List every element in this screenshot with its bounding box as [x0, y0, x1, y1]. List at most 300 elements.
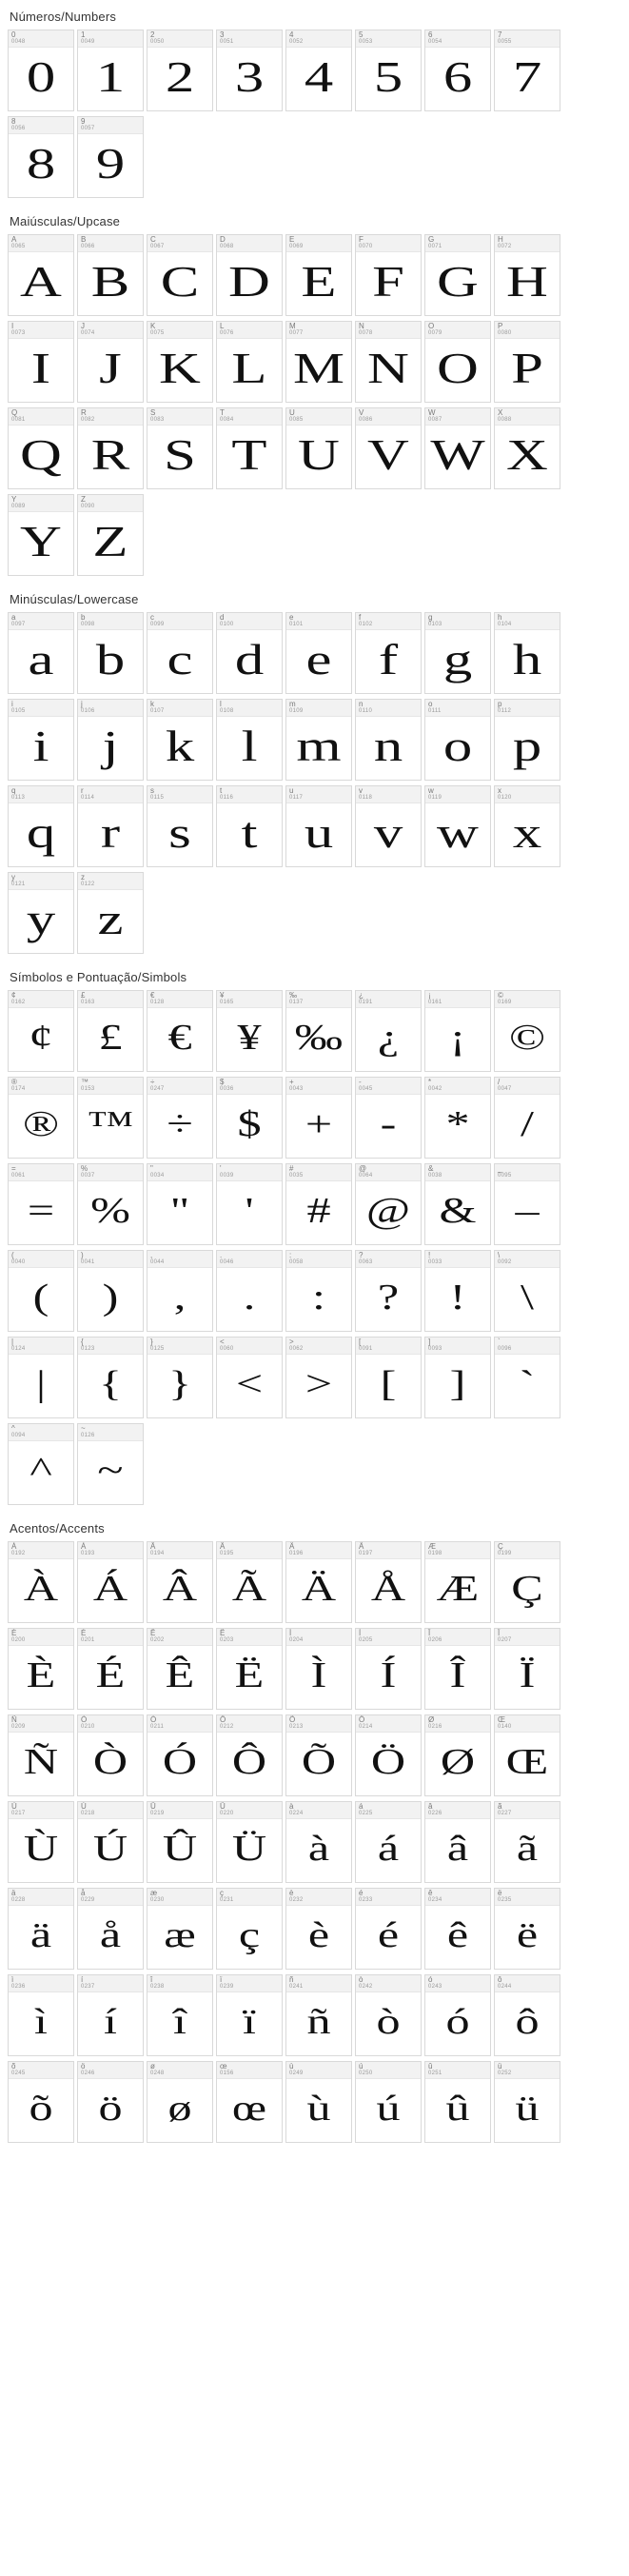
glyph-preview: r	[100, 808, 121, 857]
glyph-cell[interactable]	[147, 1714, 213, 1796]
glyph-preview: ¥	[237, 1018, 262, 1058]
glyph-meta	[9, 1975, 73, 1992]
glyph-preview: è	[307, 1915, 330, 1955]
glyph-char-label: Ô	[220, 1715, 226, 1724]
glyph-code-label: 0195	[220, 1551, 234, 1556]
glyph-cell[interactable]	[355, 407, 422, 489]
glyph-code-label: 0192	[11, 1551, 26, 1556]
glyph-cell[interactable]	[147, 1337, 213, 1418]
glyph-cell[interactable]	[355, 990, 422, 1072]
glyph-cell[interactable]	[216, 785, 283, 867]
glyph-cell[interactable]	[147, 321, 213, 403]
glyph-cell[interactable]	[285, 1250, 352, 1332]
glyph-cell[interactable]	[77, 1974, 144, 2056]
glyph-preview: w	[437, 808, 479, 857]
glyph-cell[interactable]	[8, 1077, 74, 1159]
glyph-cell[interactable]	[424, 1974, 491, 2056]
glyph-preview: î	[173, 2002, 187, 2042]
glyph-preview: N	[367, 344, 409, 392]
glyph-cell[interactable]	[355, 785, 422, 867]
glyph-code-label: 0200	[11, 1637, 26, 1643]
glyph-cell[interactable]	[147, 1541, 213, 1623]
glyph-char-label: É	[81, 1629, 87, 1637]
glyph-cell[interactable]	[216, 1628, 283, 1710]
glyph-preview: J	[99, 344, 122, 392]
glyph-code-label: 0203	[220, 1637, 234, 1643]
glyph-cell[interactable]	[494, 30, 560, 111]
glyph-cell[interactable]	[494, 407, 560, 489]
glyph-cell[interactable]	[285, 1888, 352, 1970]
glyph-cell[interactable]	[424, 785, 491, 867]
glyph-char-label: T	[220, 408, 225, 417]
glyph-char-label: &	[428, 1164, 434, 1173]
glyph-cell[interactable]	[285, 1541, 352, 1623]
glyph-preview: U	[298, 430, 340, 479]
glyph-char-label: Ñ	[11, 1715, 17, 1724]
glyph-char-label: L	[220, 322, 225, 330]
glyph-cell[interactable]	[424, 990, 491, 1072]
glyph-cell[interactable]	[494, 2061, 560, 2143]
glyph-cell[interactable]	[285, 699, 352, 781]
glyph-preview: ã	[516, 1829, 539, 1869]
glyph-cell[interactable]	[8, 321, 74, 403]
glyph-cell[interactable]	[285, 612, 352, 694]
glyph-code-label: 0081	[11, 417, 26, 423]
glyph-preview: ì	[34, 2002, 48, 2042]
glyph-cell[interactable]	[216, 30, 283, 111]
glyph-cell[interactable]	[355, 30, 422, 111]
glyph-cell[interactable]	[285, 1974, 352, 2056]
glyph-cell[interactable]	[355, 1974, 422, 2056]
glyph-preview: Ë	[234, 1655, 265, 1695]
glyph-char-label: ‰	[289, 991, 297, 1000]
glyph-grid	[8, 234, 621, 581]
glyph-code-label: 0122	[81, 882, 95, 887]
glyph-cell[interactable]	[424, 1337, 491, 1418]
glyph-cell[interactable]	[355, 321, 422, 403]
glyph-meta	[217, 1078, 282, 1095]
glyph-meta	[425, 2062, 490, 2079]
glyph-cell[interactable]	[285, 990, 352, 1072]
glyph-preview: %	[90, 1191, 130, 1231]
glyph-cell[interactable]	[77, 1250, 144, 1332]
glyph-cell[interactable]	[494, 1250, 560, 1332]
glyph-cell[interactable]	[355, 1541, 422, 1623]
glyph-code-label: 0048	[11, 39, 26, 45]
glyph-preview: ^	[29, 1451, 52, 1491]
glyph-cell[interactable]	[216, 234, 283, 316]
glyph-cell[interactable]	[8, 1423, 74, 1505]
glyph-cell[interactable]	[355, 1077, 422, 1159]
glyph-char-label: ñ	[289, 1975, 294, 1984]
glyph-code-label: 0083	[150, 417, 165, 423]
glyph-cell[interactable]	[8, 1541, 74, 1623]
glyph-cell[interactable]	[77, 1888, 144, 1970]
glyph-cell[interactable]	[355, 1801, 422, 1883]
glyph-cell[interactable]	[77, 116, 144, 198]
glyph-meta	[495, 322, 560, 339]
glyph-cell[interactable]	[355, 1337, 422, 1418]
glyph-meta	[356, 30, 421, 48]
glyph-cell[interactable]	[285, 1714, 352, 1796]
glyph-cell[interactable]	[285, 1801, 352, 1883]
glyph-cell[interactable]	[285, 234, 352, 316]
glyph-cell[interactable]	[216, 1888, 283, 1970]
glyph-cell[interactable]	[8, 785, 74, 867]
glyph-cell[interactable]	[77, 699, 144, 781]
glyph-cell[interactable]	[8, 1974, 74, 2056]
glyph-cell[interactable]	[147, 1628, 213, 1710]
glyph-cell[interactable]	[494, 1974, 560, 2056]
glyph-cell[interactable]	[494, 321, 560, 403]
glyph-code-label: 0226	[428, 1811, 442, 1816]
glyph-char-label: ¥	[220, 991, 225, 1000]
glyph-cell[interactable]	[494, 1714, 560, 1796]
glyph-cell[interactable]	[355, 1250, 422, 1332]
glyph-cell[interactable]	[355, 1888, 422, 1970]
glyph-char-label: <	[220, 1338, 225, 1346]
glyph-cell[interactable]	[8, 2061, 74, 2143]
glyph-cell[interactable]	[424, 1714, 491, 1796]
glyph-preview: Ø	[440, 1742, 476, 1782]
glyph-cell[interactable]	[147, 1974, 213, 2056]
glyph-cell[interactable]	[77, 1628, 144, 1710]
glyph-cell[interactable]	[494, 1628, 560, 1710]
glyph-cell[interactable]	[77, 872, 144, 954]
glyph-cell[interactable]	[494, 1337, 560, 1418]
glyph-cell[interactable]	[77, 1541, 144, 1623]
glyph-preview: ú	[376, 2089, 401, 2129]
glyph-meta	[425, 1164, 490, 1181]
glyph-cell[interactable]	[147, 30, 213, 111]
glyph-char-label: €	[150, 991, 155, 1000]
glyph-meta	[286, 1715, 351, 1733]
glyph-preview: Õ	[301, 1742, 337, 1782]
glyph-cell[interactable]	[77, 785, 144, 867]
glyph-preview: D	[228, 257, 270, 306]
glyph-code-label: 0137	[289, 1000, 304, 1005]
glyph-meta	[286, 613, 351, 630]
section-title: Acentos/Accents	[10, 1521, 105, 1536]
glyph-cell[interactable]	[8, 1163, 74, 1245]
glyph-char-label: B	[81, 235, 87, 244]
glyph-cell[interactable]	[355, 234, 422, 316]
glyph-cell[interactable]	[8, 30, 74, 111]
glyph-cell[interactable]	[8, 612, 74, 694]
glyph-meta	[78, 1975, 143, 1992]
glyph-char-label: 1	[81, 30, 86, 39]
glyph-cell[interactable]	[494, 1541, 560, 1623]
glyph-code-label: 0096	[498, 1346, 512, 1352]
glyph-preview: K	[159, 344, 201, 392]
glyph-cell[interactable]	[216, 1250, 283, 1332]
glyph-meta	[286, 991, 351, 1008]
glyph-cell[interactable]	[77, 2061, 144, 2143]
glyph-preview: y	[26, 895, 56, 943]
glyph-cell[interactable]	[285, 321, 352, 403]
glyph-cell[interactable]	[8, 1801, 74, 1883]
glyph-cell[interactable]	[494, 699, 560, 781]
glyph-cell[interactable]	[285, 407, 352, 489]
glyph-preview: Î	[449, 1655, 466, 1695]
glyph-cell[interactable]	[355, 2061, 422, 2143]
glyph-cell[interactable]	[8, 494, 74, 576]
glyph-cell[interactable]	[216, 699, 283, 781]
glyph-char-label: 9	[81, 117, 86, 126]
glyph-char-label: Â	[150, 1542, 156, 1551]
glyph-char-label: 5	[359, 30, 364, 39]
glyph-cell[interactable]	[355, 1628, 422, 1710]
glyph-cell[interactable]	[424, 1163, 491, 1245]
glyph-char-label: ó	[428, 1975, 433, 1984]
glyph-code-label: 0046	[220, 1259, 234, 1265]
glyph-preview: \	[521, 1278, 534, 1318]
glyph-cell[interactable]	[216, 1337, 283, 1418]
glyph-meta	[286, 408, 351, 426]
glyph-code-label: 0231	[220, 1897, 234, 1903]
glyph-meta	[217, 1164, 282, 1181]
glyph-cell[interactable]	[494, 785, 560, 867]
glyph-code-label: 0089	[11, 504, 26, 509]
glyph-preview: ~	[97, 1451, 124, 1491]
glyph-cell[interactable]	[424, 1801, 491, 1883]
glyph-cell[interactable]	[424, 2061, 491, 2143]
glyph-char-label: j	[81, 700, 83, 708]
glyph-cell[interactable]	[285, 785, 352, 867]
glyph-char-label: ?	[359, 1251, 364, 1259]
glyph-preview: b	[95, 635, 126, 684]
glyph-cell[interactable]	[147, 699, 213, 781]
glyph-char-label: s	[150, 786, 154, 795]
glyph-cell[interactable]	[494, 990, 560, 1072]
glyph-cell[interactable]	[8, 1714, 74, 1796]
glyph-meta	[147, 1975, 212, 1992]
glyph-preview: æ	[164, 1915, 196, 1955]
glyph-cell[interactable]	[424, 1888, 491, 1970]
glyph-cell[interactable]	[77, 1423, 144, 1505]
glyph-char-label: !	[428, 1251, 431, 1259]
glyph-cell[interactable]	[355, 699, 422, 781]
glyph-meta	[217, 30, 282, 48]
glyph-meta	[217, 991, 282, 1008]
glyph-meta	[78, 1802, 143, 1819]
glyph-code-label: 0153	[81, 1086, 95, 1092]
glyph-cell[interactable]	[424, 1541, 491, 1623]
glyph-cell[interactable]	[216, 1714, 283, 1796]
glyph-char-label: #	[289, 1164, 294, 1173]
glyph-cell[interactable]	[285, 30, 352, 111]
glyph-cell[interactable]	[147, 1801, 213, 1883]
glyph-cell[interactable]	[8, 1888, 74, 1970]
glyph-cell[interactable]	[216, 1801, 283, 1883]
glyph-cell[interactable]	[355, 1714, 422, 1796]
glyph-cell[interactable]	[216, 321, 283, 403]
glyph-cell[interactable]	[147, 1250, 213, 1332]
glyph-meta	[9, 1338, 73, 1355]
glyph-cell[interactable]	[355, 612, 422, 694]
glyph-cell[interactable]	[8, 116, 74, 198]
glyph-meta	[9, 322, 73, 339]
glyph-cell[interactable]	[424, 699, 491, 781]
glyph-cell[interactable]	[77, 234, 144, 316]
glyph-cell[interactable]	[77, 30, 144, 111]
glyph-cell[interactable]	[424, 321, 491, 403]
glyph-cell[interactable]	[424, 1077, 491, 1159]
section-uppercase	[8, 205, 621, 581]
glyph-preview: L	[231, 344, 267, 392]
glyph-cell[interactable]	[424, 407, 491, 489]
glyph-code-label: 0119	[428, 795, 442, 801]
glyph-meta	[495, 1629, 560, 1646]
glyph-cell[interactable]	[285, 1163, 352, 1245]
glyph-code-label: 0191	[359, 1000, 373, 1005]
glyph-preview: 1	[95, 52, 126, 101]
glyph-char-label: /	[498, 1078, 501, 1086]
glyph-cell[interactable]	[77, 1077, 144, 1159]
glyph-cell[interactable]	[216, 612, 283, 694]
glyph-cell[interactable]	[216, 1974, 283, 2056]
glyph-cell[interactable]	[8, 407, 74, 489]
glyph-grid	[8, 990, 621, 1510]
glyph-cell[interactable]	[77, 612, 144, 694]
glyph-char-label: k	[150, 700, 154, 708]
glyph-cell[interactable]	[494, 612, 560, 694]
glyph-cell[interactable]	[77, 494, 144, 576]
glyph-code-label: 0079	[428, 330, 442, 336]
glyph-meta	[286, 1802, 351, 1819]
glyph-cell[interactable]	[147, 990, 213, 1072]
glyph-cell[interactable]	[147, 2061, 213, 2143]
glyph-cell[interactable]	[285, 1077, 352, 1159]
glyph-preview: "	[169, 1191, 190, 1231]
glyph-code-label: 0070	[359, 244, 373, 249]
glyph-cell[interactable]	[216, 1163, 283, 1245]
glyph-cell[interactable]	[147, 1163, 213, 1245]
glyph-meta	[217, 1629, 282, 1646]
glyph-cell[interactable]	[494, 234, 560, 316]
glyph-preview: ü	[515, 2089, 540, 2129]
glyph-preview: x	[512, 808, 542, 857]
glyph-preview: s	[168, 808, 191, 857]
glyph-char-label: ú	[359, 2062, 364, 2071]
glyph-preview: ©	[508, 1018, 546, 1058]
glyph-cell[interactable]	[424, 30, 491, 111]
glyph-code-label: 0204	[289, 1637, 304, 1643]
glyph-cell[interactable]	[285, 1337, 352, 1418]
glyph-cell[interactable]	[494, 1163, 560, 1245]
glyph-code-label: 0107	[150, 708, 165, 714]
glyph-cell[interactable]	[77, 1163, 144, 1245]
glyph-cell[interactable]	[77, 1801, 144, 1883]
glyph-preview: =	[27, 1191, 55, 1231]
glyph-meta	[356, 1629, 421, 1646]
glyph-cell[interactable]	[424, 612, 491, 694]
glyph-preview: Ö	[370, 1742, 406, 1782]
glyph-preview: Û	[162, 1829, 198, 1869]
glyph-preview: F	[372, 257, 404, 306]
glyph-cell[interactable]	[77, 990, 144, 1072]
glyph-char-label: n	[359, 700, 364, 708]
glyph-cell[interactable]	[285, 2061, 352, 2143]
glyph-cell[interactable]	[494, 1888, 560, 1970]
glyph-cell[interactable]	[8, 990, 74, 1072]
glyph-meta	[495, 1802, 560, 1819]
glyph-char-label: %	[81, 1164, 88, 1173]
glyph-code-label: 0073	[11, 330, 26, 336]
glyph-cell[interactable]	[424, 1628, 491, 1710]
glyph-meta	[495, 1542, 560, 1559]
glyph-char-label: Á	[81, 1542, 87, 1551]
glyph-cell[interactable]	[216, 990, 283, 1072]
glyph-cell[interactable]	[77, 1337, 144, 1418]
glyph-preview: ™	[87, 1104, 134, 1144]
glyph-char-label: o	[428, 700, 433, 708]
glyph-preview: ï	[243, 2002, 256, 2042]
glyph-cell[interactable]	[216, 1541, 283, 1623]
glyph-preview: ä	[29, 1915, 52, 1955]
glyph-char-label: å	[81, 1889, 86, 1897]
glyph-cell[interactable]	[424, 1250, 491, 1332]
glyph-cell[interactable]	[8, 234, 74, 316]
glyph-meta	[495, 1338, 560, 1355]
glyph-cell[interactable]	[494, 1801, 560, 1883]
glyph-char-label: ô	[498, 1975, 502, 1984]
glyph-cell[interactable]	[285, 1628, 352, 1710]
glyph-preview: R	[90, 430, 130, 479]
glyph-cell[interactable]	[147, 407, 213, 489]
glyph-char-label: Ø	[428, 1715, 435, 1724]
glyph-cell[interactable]	[424, 234, 491, 316]
glyph-cell[interactable]	[147, 1077, 213, 1159]
glyph-cell[interactable]	[8, 1250, 74, 1332]
glyph-cell[interactable]	[147, 612, 213, 694]
glyph-cell[interactable]	[355, 1163, 422, 1245]
glyph-char-label: d	[220, 613, 225, 622]
glyph-preview: h	[512, 635, 542, 684]
glyph-cell[interactable]	[8, 872, 74, 954]
glyph-char-label: Y	[11, 495, 17, 504]
glyph-char-label: ¿	[359, 991, 364, 1000]
glyph-meta	[495, 991, 560, 1008]
glyph-code-label: 0103	[428, 622, 442, 627]
glyph-cell[interactable]	[494, 1077, 560, 1159]
glyph-cell[interactable]	[77, 321, 144, 403]
glyph-cell[interactable]	[147, 785, 213, 867]
glyph-meta	[356, 2062, 421, 2079]
glyph-cell[interactable]	[216, 1077, 283, 1159]
glyph-meta	[9, 873, 73, 890]
glyph-cell[interactable]	[77, 407, 144, 489]
glyph-meta	[78, 1164, 143, 1181]
glyph-cell[interactable]	[8, 1337, 74, 1418]
glyph-preview: £	[98, 1018, 123, 1058]
glyph-cell[interactable]	[147, 234, 213, 316]
glyph-meta	[147, 786, 212, 803]
glyph-char-label: È	[11, 1629, 17, 1637]
glyph-cell[interactable]	[77, 1714, 144, 1796]
glyph-cell[interactable]	[8, 1628, 74, 1710]
glyph-preview: í	[104, 2002, 117, 2042]
glyph-meta	[425, 1542, 490, 1559]
glyph-cell[interactable]	[8, 699, 74, 781]
glyph-meta	[9, 117, 73, 134]
glyph-char-label: Í	[359, 1629, 362, 1637]
glyph-meta	[9, 1802, 73, 1819]
glyph-cell[interactable]	[216, 2061, 283, 2143]
glyph-meta	[425, 30, 490, 48]
glyph-cell[interactable]	[216, 407, 283, 489]
glyph-cell[interactable]	[147, 1888, 213, 1970]
